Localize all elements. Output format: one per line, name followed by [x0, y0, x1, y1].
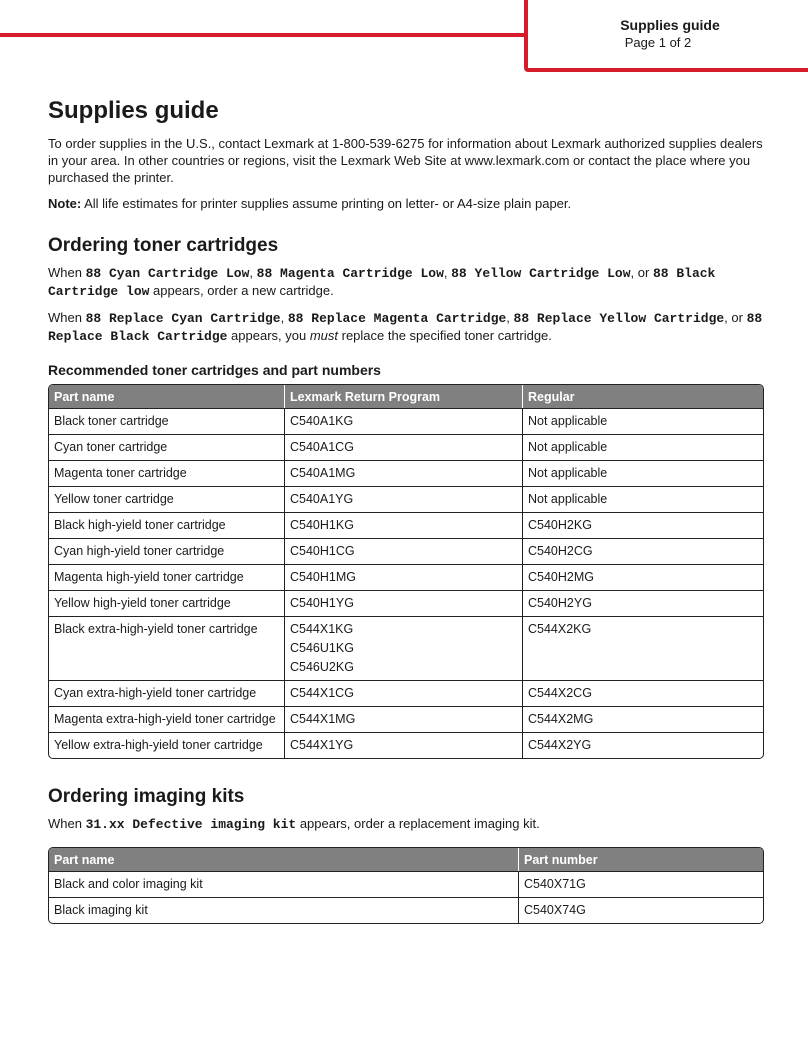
table-cell: C544X2YG	[523, 732, 763, 758]
text: ,	[443, 265, 452, 280]
table-cell: C540A1MG	[285, 460, 523, 486]
table-cell: C540H1MG	[285, 564, 523, 590]
note-text: All life estimates for printer supplies assume printing on letter- or A4-size plain paper.	[81, 196, 572, 211]
table-row	[49, 871, 763, 897]
table-cell: Black high-yield toner cartridge	[49, 512, 285, 538]
table-cell: C544X1KG C546U1KG C546U2KG	[285, 616, 523, 680]
table-row	[49, 538, 763, 564]
table-row	[49, 512, 763, 538]
table-row	[49, 486, 763, 512]
document-body	[48, 96, 764, 924]
table-cell: Black toner cartridge	[49, 408, 285, 434]
message-code: 88 Replace Yellow Cartridge	[513, 311, 725, 326]
table-cell: Cyan high-yield toner cartridge	[49, 538, 285, 564]
header-frame-vertical	[524, 0, 528, 71]
table-cell: Not applicable	[523, 434, 763, 460]
table-cell: C540X74G	[519, 897, 763, 923]
toner-paragraph-2	[48, 309, 764, 345]
text: When	[48, 310, 86, 325]
intro-paragraph: To order supplies in the U.S., contact Lexmark at 1-800-539-6275 for information about Lexmark authorized supplies dealers in your area. In other countries or regions, visit the Lexmark Web Site at www.lexmark.com or contact the place where you purchased the printer.	[48, 136, 763, 185]
table-row	[49, 897, 763, 923]
column-header: Regular	[523, 385, 763, 408]
emphasis: must	[309, 328, 338, 343]
table-cell: Magenta toner cartridge	[49, 460, 285, 486]
imaging-paragraph	[48, 815, 764, 833]
table-cell: Yellow extra-high-yield toner cartridge	[49, 732, 285, 758]
note-label: Note:	[48, 196, 82, 211]
table-cell: Magenta extra-high-yield toner cartridge	[49, 706, 285, 732]
note-paragraph	[48, 195, 764, 212]
table-cell: C540X71G	[519, 871, 763, 897]
table-cell: C540H1KG	[285, 512, 523, 538]
text: When	[48, 816, 86, 831]
header-page-number: Page 1 of 2	[624, 35, 692, 50]
table-cell: C544X1YG	[285, 732, 523, 758]
text: ,	[249, 265, 257, 280]
table-cell: Yellow high-yield toner cartridge	[49, 590, 285, 616]
text: replace the specified toner cartridge.	[338, 328, 552, 343]
toner-table-title: Recommended toner cartridges and part numbers	[48, 362, 381, 378]
table-cell: C544X1MG	[285, 706, 523, 732]
table-cell: Magenta high-yield toner cartridge	[49, 564, 285, 590]
table-row	[49, 680, 763, 706]
column-header: Part name	[49, 385, 285, 408]
message-code: 88 Yellow Cartridge Low	[451, 266, 631, 281]
table-row	[49, 564, 763, 590]
table-cell: C540A1CG	[285, 434, 523, 460]
text: appears, you	[227, 328, 310, 343]
message-code: 88 Cyan Cartridge Low	[85, 266, 250, 281]
table-cell: Not applicable	[523, 408, 763, 434]
message-code: 88 Replace Cyan Cartridge	[85, 311, 281, 326]
text: When	[48, 265, 86, 280]
table-cell: Black and color imaging kit	[49, 871, 519, 897]
text: ,	[506, 310, 514, 325]
column-header: Part number	[519, 848, 763, 871]
text: , or	[630, 265, 653, 280]
table-cell: C540H2MG	[523, 564, 763, 590]
message-code: 31.xx Defective imaging kit	[85, 817, 297, 832]
toner-paragraph-1	[48, 264, 764, 300]
imaging-table	[48, 847, 764, 924]
header-rule	[0, 33, 528, 37]
table-row	[49, 616, 763, 680]
table-cell: Cyan toner cartridge	[49, 434, 285, 460]
toner-table	[48, 384, 764, 759]
table-row	[49, 706, 763, 732]
table-cell: Yellow toner cartridge	[49, 486, 285, 512]
table-row	[49, 434, 763, 460]
table-row	[49, 408, 763, 434]
table-cell: C540A1KG	[285, 408, 523, 434]
header-frame-bottom	[524, 68, 808, 72]
text: , or	[724, 310, 747, 325]
table-cell: C544X2CG	[523, 680, 763, 706]
table-row	[49, 460, 763, 486]
message-code: 88 Replace Magenta Cartridge	[287, 311, 507, 326]
table-cell: C540A1YG	[285, 486, 523, 512]
table-row	[49, 590, 763, 616]
table-cell: Black extra-high-yield toner cartridge	[49, 616, 285, 680]
message-code: 88 Black Cartridge low	[48, 266, 716, 299]
column-header: Part name	[49, 848, 519, 871]
table-cell: C544X2KG	[523, 616, 763, 680]
table-cell: Not applicable	[523, 486, 763, 512]
table-cell: Not applicable	[523, 460, 763, 486]
table-cell: Cyan extra-high-yield toner cartridge	[49, 680, 285, 706]
imaging-heading: Ordering imaging kits	[48, 786, 245, 807]
text: appears, order a replacement imaging kit.	[296, 816, 540, 831]
table-cell: C544X2MG	[523, 706, 763, 732]
table-row	[49, 732, 763, 758]
table-cell: C540H2CG	[523, 538, 763, 564]
message-code: 88 Magenta Cartridge Low	[256, 266, 444, 281]
table-cell: C540H2YG	[523, 590, 763, 616]
table-cell: C540H1YG	[285, 590, 523, 616]
text: ,	[280, 310, 288, 325]
page-title: Supplies guide	[48, 97, 219, 124]
table-cell: Black imaging kit	[49, 897, 519, 923]
table-cell: C540H2KG	[523, 512, 763, 538]
header-title: Supplies guide	[620, 17, 720, 33]
table-cell: C544X1CG	[285, 680, 523, 706]
text: appears, order a new cartridge.	[149, 283, 334, 298]
message-code: 88 Replace Black Cartridge	[48, 311, 763, 344]
column-header: Lexmark Return Program	[285, 385, 523, 408]
toner-heading: Ordering toner cartridges	[48, 235, 279, 256]
table-cell: C540H1CG	[285, 538, 523, 564]
